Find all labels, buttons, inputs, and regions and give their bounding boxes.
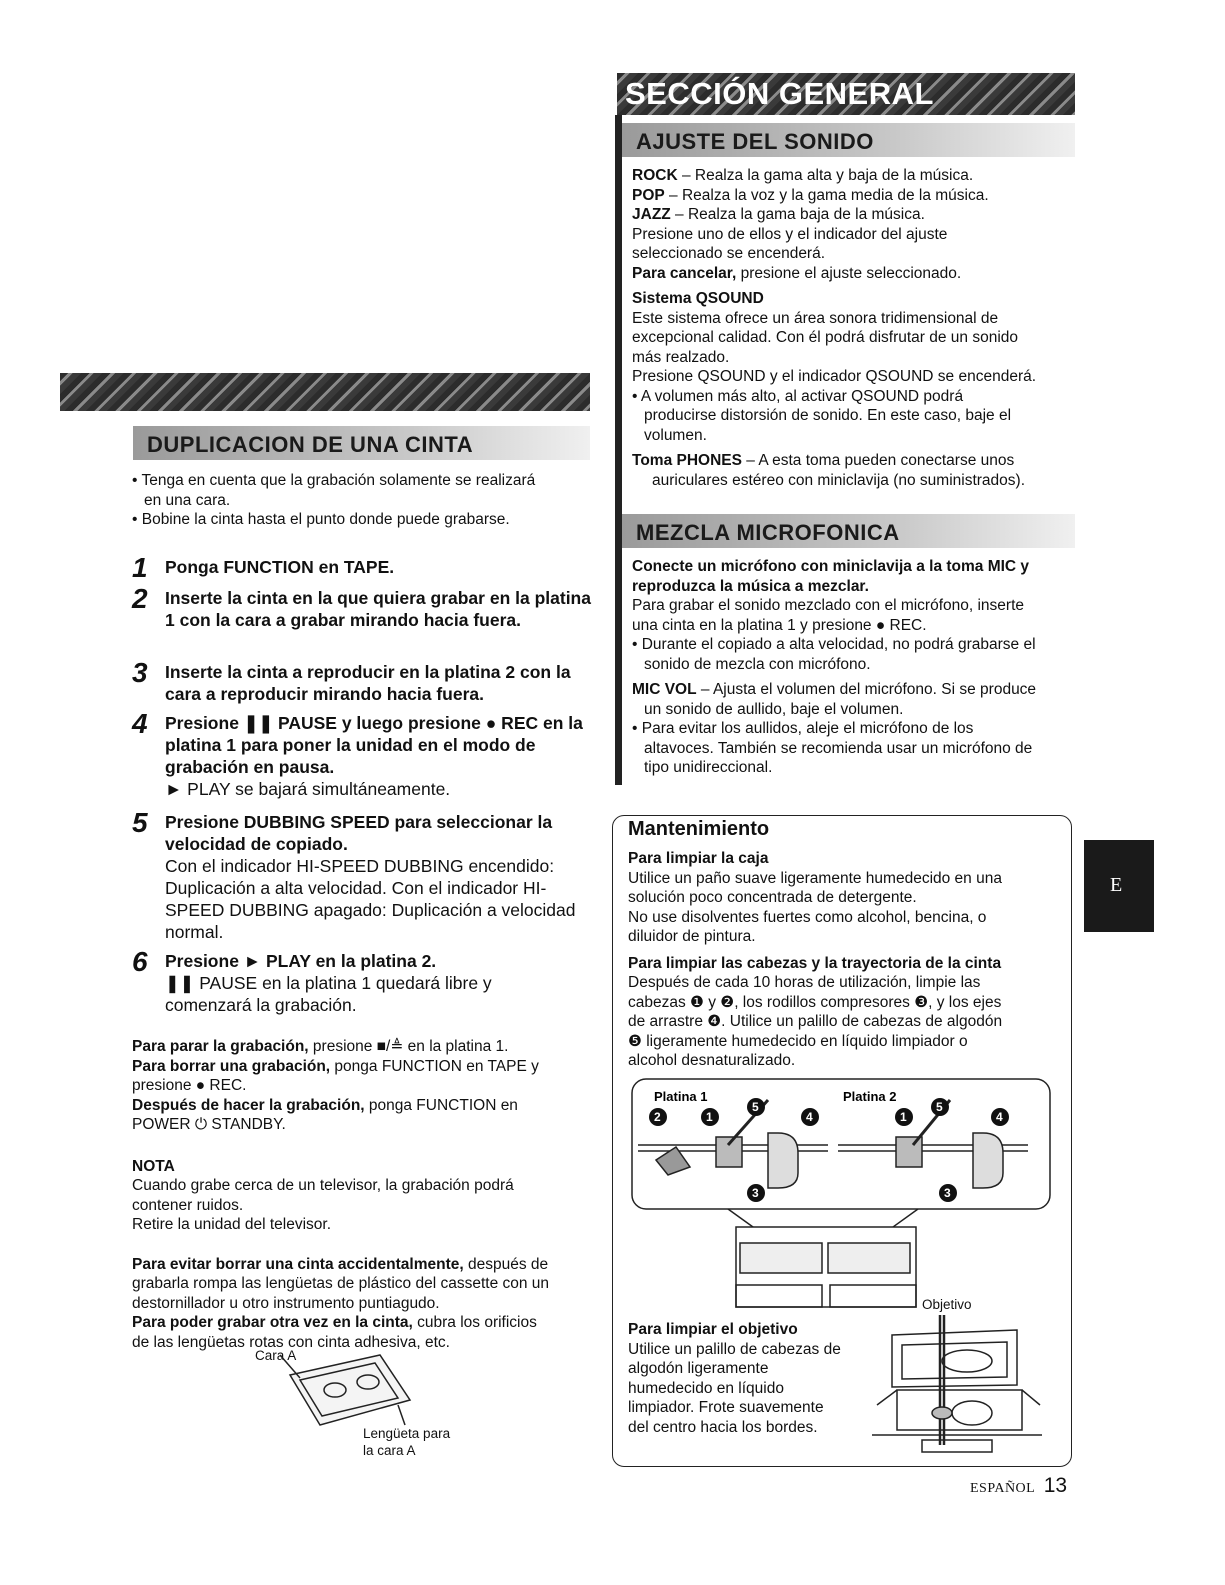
jazz-label: JAZZ — [632, 206, 671, 223]
ajuste-body — [632, 166, 1077, 490]
svg-text:3: 3 — [752, 1186, 759, 1200]
language-tab — [1084, 840, 1154, 932]
again2: de las lengüetas rotas con cinta adhesiva, etc. — [132, 1333, 450, 1351]
step-3 — [132, 657, 592, 705]
nota2: contener ruidos. — [132, 1196, 244, 1214]
stop-label: Para parar la grabación, — [132, 1038, 309, 1055]
maintenance-body — [628, 818, 1066, 1071]
step-2 — [132, 583, 592, 631]
platina1-label: Platina 1 — [654, 1089, 708, 1104]
step-number: 4 — [132, 708, 148, 739]
step-text: Inserte la cinta en la que quiera grabar en la platina 1 con la cara a grabar mirando hacia fuera. — [165, 588, 591, 630]
nota1: Cuando grabe cerca de un televisor, la grabación podrá — [132, 1177, 514, 1194]
step-subtext: ❚❚ PAUSE en la platina 1 quedará libre y comenzará la grabación. — [165, 973, 492, 1015]
cab2: cabezas ❶ y ❷, los rodillos compresores ❸, y los ejes — [628, 993, 1002, 1011]
svg-text:5: 5 — [752, 1100, 759, 1114]
recording-notes — [132, 1037, 592, 1352]
footer-language: ESPAÑOL — [970, 1481, 1036, 1496]
phones-label: Toma PHONES — [632, 452, 742, 469]
step-subtext: Con el indicador HI-SPEED DUBBING encendido: Duplicación a alta velocidad. Con el indicador HI-SPEED DUBBING apagado: Duplicación a velocidad normal. — [165, 856, 576, 942]
ajuste-heading: AJUSTE DEL SONIDO — [636, 129, 874, 154]
step-text: Presione ❚❚ PAUSE y luego presione ● REC en la platina 1 para poner la unidad en el modo de grabación en pausa. — [165, 713, 583, 777]
step-1 — [132, 552, 592, 583]
step-number: 2 — [132, 583, 148, 614]
page-footer — [970, 1474, 1067, 1498]
platina2-label: Platina 2 — [843, 1089, 897, 1104]
mezcla-b3: • Para evitar los aullidos, aleje el micrófono de los — [632, 720, 974, 737]
obj2: algodón ligeramente — [628, 1360, 769, 1377]
column-rule — [615, 115, 622, 785]
qsound-b1: • A volumen más alto, al activar QSOUND podrá — [632, 387, 964, 405]
step-text: Presione ► PLAY en la platina 2. — [165, 951, 437, 971]
pop-label: POP — [632, 186, 665, 204]
mezcla-b4: altavoces. También se recomienda usar un micrófono de — [644, 739, 1033, 757]
stereo-unit-drawing — [728, 1209, 918, 1307]
cancel-text: presione el ajuste seleccionado. — [736, 264, 962, 282]
cab-title: Para limpiar las cabezas y la trayectoria de la cinta — [628, 954, 1002, 972]
dup-heading-bar — [133, 426, 590, 460]
step-4 — [132, 708, 592, 800]
dup-intro — [132, 471, 592, 530]
caja1: Utilice un paño suave ligeramente humedecido en una — [628, 869, 1002, 887]
step-text: Inserte la cinta a reproducir en la platina 2 con la cara a reproducir mirando hacia fuera. — [165, 662, 571, 704]
svg-text:1: 1 — [706, 1110, 713, 1124]
rock-text: – Realza la gama alta y baja de la música. — [677, 167, 974, 184]
tab-label-line2: la cara A — [363, 1443, 416, 1458]
intro-b1: • Tenga en cuenta que la grabación solamente se realizará — [132, 472, 536, 489]
stop-text: presione ■/≜ en la platina 1. — [308, 1038, 509, 1055]
mezcla-body — [632, 557, 1077, 778]
erase-text: ponga FUNCTION en TAPE y — [330, 1057, 539, 1075]
dup-heading: DUPLICACION DE UNA CINTA — [147, 432, 474, 457]
mezcla-bold1: Conecte un micrófono con miniclavija a la toma MIC y — [632, 558, 1030, 575]
svg-text:3: 3 — [944, 1186, 951, 1200]
objetivo-label: Objetivo — [922, 1297, 972, 1312]
caja-title: Para limpiar la caja — [628, 850, 769, 867]
qsound-l3: más realzado. — [632, 348, 730, 366]
obj-title: Para limpiar el objetivo — [628, 1321, 798, 1338]
micvol-text: – Ajusta el volumen del micrófono. Si se produce — [696, 681, 1037, 698]
left-banner — [60, 373, 590, 411]
deck1-drawing — [638, 1100, 828, 1188]
rock-label: ROCK — [632, 167, 678, 184]
press-line2: seleccionado se encenderá. — [632, 245, 826, 262]
cassette-illustration — [270, 1350, 420, 1430]
tab-label-line1: Lengüeta para — [363, 1426, 451, 1441]
obj1: Utilice un palillo de cabezas de — [628, 1340, 841, 1358]
caja4: diluidor de pintura. — [628, 928, 756, 945]
qsound-b2: producirse distorsión de sonido. En este caso, baje el — [644, 407, 1012, 424]
obj5: del centro hacia los bordes. — [628, 1418, 818, 1436]
mezcla-l1: Para grabar el sonido mezclado con el micrófono, inserte — [632, 597, 1025, 614]
step-number: 5 — [132, 807, 148, 838]
cab4: ❺ ligeramente humedecido en líquido limpiador o — [628, 1032, 968, 1050]
pop-text: – Realza la voz y la gama media de la música. — [664, 186, 989, 204]
cab1: Después de cada 10 horas de utilización, limpie las — [628, 974, 981, 991]
erase-text2: presione ● REC. — [132, 1077, 247, 1094]
phones-text: – A esta toma pueden conectarse unos — [741, 452, 1015, 469]
svg-text:1: 1 — [900, 1110, 907, 1124]
avoid2: grabarla rompa las lengüetas de plástico del cassette con un — [132, 1275, 550, 1292]
tab-label — [363, 1425, 450, 1459]
lens-cleaning-illustration — [872, 1315, 1047, 1465]
caja2: solución poco concentrada de detergente. — [628, 889, 917, 906]
mezcla-b2: sonido de mezcla con micrófono. — [644, 655, 871, 673]
jazz-text: – Realza la gama baja de la música. — [670, 206, 925, 223]
step-6 — [132, 946, 592, 1016]
qsound-title: Sistema QSOUND — [632, 290, 764, 307]
mezcla-bold2: reproduzca la música a mezclar. — [632, 577, 869, 595]
after-label: Después de hacer la grabación, — [132, 1096, 365, 1114]
maintenance-title: Mantenimiento — [628, 818, 770, 840]
mezcla-heading-bar — [622, 514, 1075, 548]
cancel-label: Para cancelar, — [632, 264, 737, 282]
page-number: 13 — [1043, 1474, 1068, 1497]
mezcla-heading: MEZCLA MICROFONICA — [636, 520, 900, 545]
qsound-l2: excepcional calidad. Con él podrá disfrutar de un sonido — [632, 329, 1019, 346]
qsound-b3: volumen. — [644, 426, 707, 444]
avoid3: destornillador u otro instrumento puntiagudo. — [132, 1294, 440, 1312]
svg-text:4: 4 — [806, 1110, 813, 1124]
qsound-l1: Este sistema ofrece un área sonora tridimensional de — [632, 309, 999, 327]
again-label: Para poder grabar otra vez en la cinta, — [132, 1314, 413, 1331]
nota3: Retire la unidad del televisor. — [132, 1216, 332, 1233]
again-text: cubra los orificios — [412, 1314, 537, 1331]
phones-text2: auriculares estéreo con miniclavija (no suministrados). — [652, 471, 1026, 489]
step-number: 3 — [132, 657, 148, 688]
cab5: alcohol desnaturalizado. — [628, 1052, 796, 1069]
step-number: 1 — [132, 552, 148, 583]
obj3: humedecido en líquido — [628, 1379, 784, 1397]
ajuste-heading-bar — [622, 123, 1075, 157]
erase-label: Para borrar una grabación, — [132, 1057, 331, 1075]
cara-a-label: Cara A — [255, 1348, 297, 1363]
step-text: Ponga FUNCTION en TAPE. — [165, 557, 395, 577]
caja3: No use disolventes fuertes como alcohol, bencina, o — [628, 908, 987, 926]
micvol-label: MIC VOL — [632, 681, 697, 698]
after-text: ponga FUNCTION en — [364, 1096, 518, 1114]
step-text: Presione DUBBING SPEED para seleccionar la velocidad de copiado. — [165, 812, 553, 854]
micvol-text2: un sonido de aullido, baje el volumen. — [644, 700, 904, 718]
obj4: limpiador. Frote suavemente — [628, 1399, 824, 1416]
mezcla-l2: una cinta en la platina 1 y presione ● REC. — [632, 616, 927, 634]
cab3: de arrastre ❹. Utilice un palillo de cabezas de algodón — [628, 1013, 1003, 1030]
avoid-text: después de — [463, 1255, 549, 1273]
head-cleaning-illustration — [628, 1075, 1058, 1315]
mezcla-b5: tipo unidireccional. — [644, 759, 773, 776]
press-line1: Presione uno de ellos y el indicador del ajuste — [632, 225, 948, 243]
nota-title: NOTA — [132, 1157, 175, 1175]
after-text2: POWER ⏻ STANDBY. — [132, 1116, 286, 1133]
intro-b2: • Bobine la cinta hasta el punto donde puede grabarse. — [132, 511, 510, 528]
qsound-l4: Presione QSOUND y el indicador QSOUND se encenderá. — [632, 368, 1037, 385]
language-tab-letter: E — [1110, 874, 1123, 896]
svg-text:5: 5 — [936, 1100, 943, 1114]
section-title-banner — [617, 73, 1075, 115]
step-number: 6 — [132, 946, 148, 977]
step-5 — [132, 807, 592, 943]
avoid-label: Para evitar borrar una cinta accidentalmente, — [132, 1255, 464, 1273]
mezcla-b1: • Durante el copiado a alta velocidad, no podrá grabarse el — [632, 636, 1036, 653]
svg-text:2: 2 — [654, 1110, 661, 1124]
objetivo-body — [628, 1320, 888, 1437]
step-subtext: ► PLAY se bajará simultáneamente. — [165, 779, 451, 799]
intro-b1b: en una cara. — [144, 491, 231, 509]
svg-text:4: 4 — [996, 1110, 1003, 1124]
section-title: SECCIÓN GENERAL — [625, 76, 934, 111]
